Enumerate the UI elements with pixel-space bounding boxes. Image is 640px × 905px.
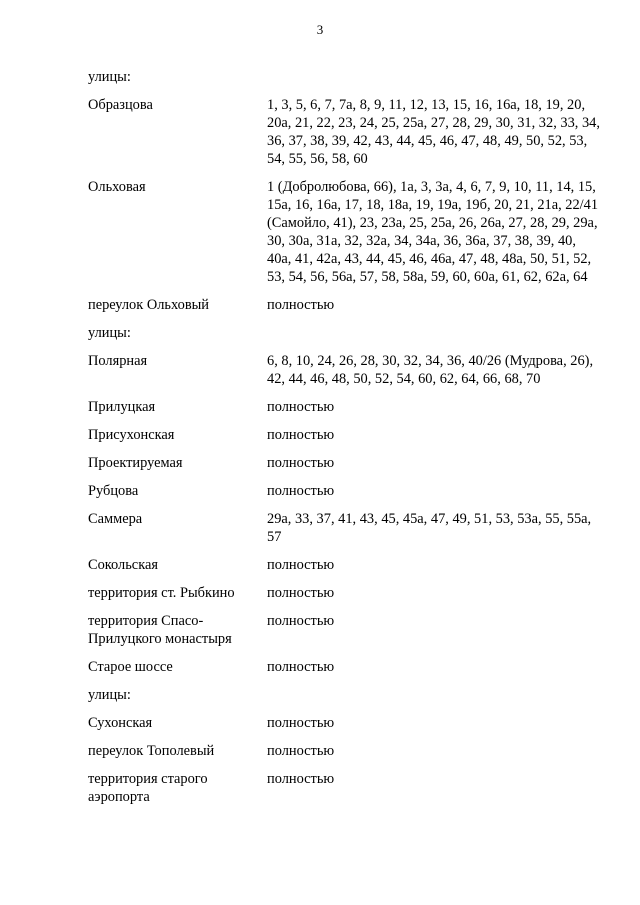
street-name: переулок Тополевый xyxy=(88,743,215,759)
house-numbers: полностью xyxy=(267,427,335,443)
house-numbers: полностью xyxy=(267,771,335,787)
street-row-spaso-prilutsky-monastery xyxy=(88,612,600,648)
street-row-proektiruemaya xyxy=(88,454,600,472)
house-numbers: 1 (Добролюбова, 66), 1а, 3, 3а, 4, 6, 7, 9, 10, 11, 14, 15, 15а, 16, 16а, 17, 18, 18а, 19, 19а, 19б, 20, 21, 21а, 22/41 (Самойло, 41), 23, 23а, 25, 25а, 26, 26а, 27, 28, 29, 29а, 30, 30а, 31а, 32, 32а, 34, 34а, 36, 36а, 37, 38, 39, 40, 40а, 41, 42а, 43, 44, 45, 46, 46а, 47, 48, 48а, 50, 51, 52, 53, 54, 56, 56а, 57, 58, 58а, 59, 60, 60а, 61, 62, 62а, 64 xyxy=(267,179,599,285)
street-name: Прилуцкая xyxy=(88,399,156,415)
street-row-sammera xyxy=(88,510,600,546)
street-row-polyarnaya xyxy=(88,352,600,388)
street-list xyxy=(88,68,600,816)
street-row-olkhovy-lane xyxy=(88,296,600,314)
house-numbers: 6, 8, 10, 24, 26, 28, 30, 32, 34, 36, 40/26 (Мудрова, 26), 42, 44, 46, 48, 50, 52, 54, 60, 62, 64, 66, 68, 70 xyxy=(267,353,594,387)
street-name: Саммера xyxy=(88,511,143,527)
street-name: Ольховая xyxy=(88,179,146,195)
street-name: переулок Ольховый xyxy=(88,297,209,313)
street-name: территория ст. Рыбкино xyxy=(88,585,235,601)
house-numbers: полностью xyxy=(267,297,335,313)
street-name: Полярная xyxy=(88,353,148,369)
street-name: Образцова xyxy=(88,97,153,113)
street-row-topolevy-lane xyxy=(88,742,600,760)
house-numbers: 29а, 33, 37, 41, 43, 45, 45а, 47, 49, 51, 53, 53а, 55, 55а, 57 xyxy=(267,511,592,545)
street-name: Рубцова xyxy=(88,483,139,499)
house-numbers: полностью xyxy=(267,557,335,573)
house-numbers: полностью xyxy=(267,613,335,629)
street-name: Присухонская xyxy=(88,427,175,443)
street-row-rybkino-station xyxy=(88,584,600,602)
street-row-sukhonskaya xyxy=(88,714,600,732)
street-name: территория старого аэропорта xyxy=(88,771,208,805)
section-heading: улицы: xyxy=(88,325,131,341)
house-numbers: полностью xyxy=(267,659,335,675)
street-row-obraztsova xyxy=(88,96,600,168)
street-row-staroe-shosse xyxy=(88,658,600,676)
page-number: 3 xyxy=(316,22,324,37)
street-name: Проектируемая xyxy=(88,455,183,471)
house-numbers: полностью xyxy=(267,585,335,601)
street-name: Сокольская xyxy=(88,557,158,573)
street-row-sokolskaya xyxy=(88,556,600,574)
street-name: территория Спасо-Прилуцкого монастыря xyxy=(88,613,232,647)
house-numbers: полностью xyxy=(267,455,335,471)
section-heading: улицы: xyxy=(88,69,131,85)
street-name: Старое шоссе xyxy=(88,659,173,675)
street-row-rubtsova xyxy=(88,482,600,500)
street-row-old-airport xyxy=(88,770,600,806)
street-name: Сухонская xyxy=(88,715,153,731)
street-row-olkhovaya xyxy=(88,178,600,286)
house-numbers: полностью xyxy=(267,483,335,499)
street-row-prisukhonskaya xyxy=(88,426,600,444)
house-numbers: полностью xyxy=(267,743,335,759)
section-heading: улицы: xyxy=(88,687,131,703)
street-row-prilutskaya xyxy=(88,398,600,416)
house-numbers: полностью xyxy=(267,715,335,731)
house-numbers: 1, 3, 5, 6, 7, 7а, 8, 9, 11, 12, 13, 15, 16, 16а, 18, 19, 20, 20а, 21, 22, 23, 24, 25, 25а, 27, 28, 29, 30, 31, 32, 33, 34, 36, 37, 38, 39, 42, 43, 44, 45, 46, 47, 48, 49, 50, 52, 53, 54, 55, 56, 58, 60 xyxy=(267,97,600,167)
house-numbers: полностью xyxy=(267,399,335,415)
